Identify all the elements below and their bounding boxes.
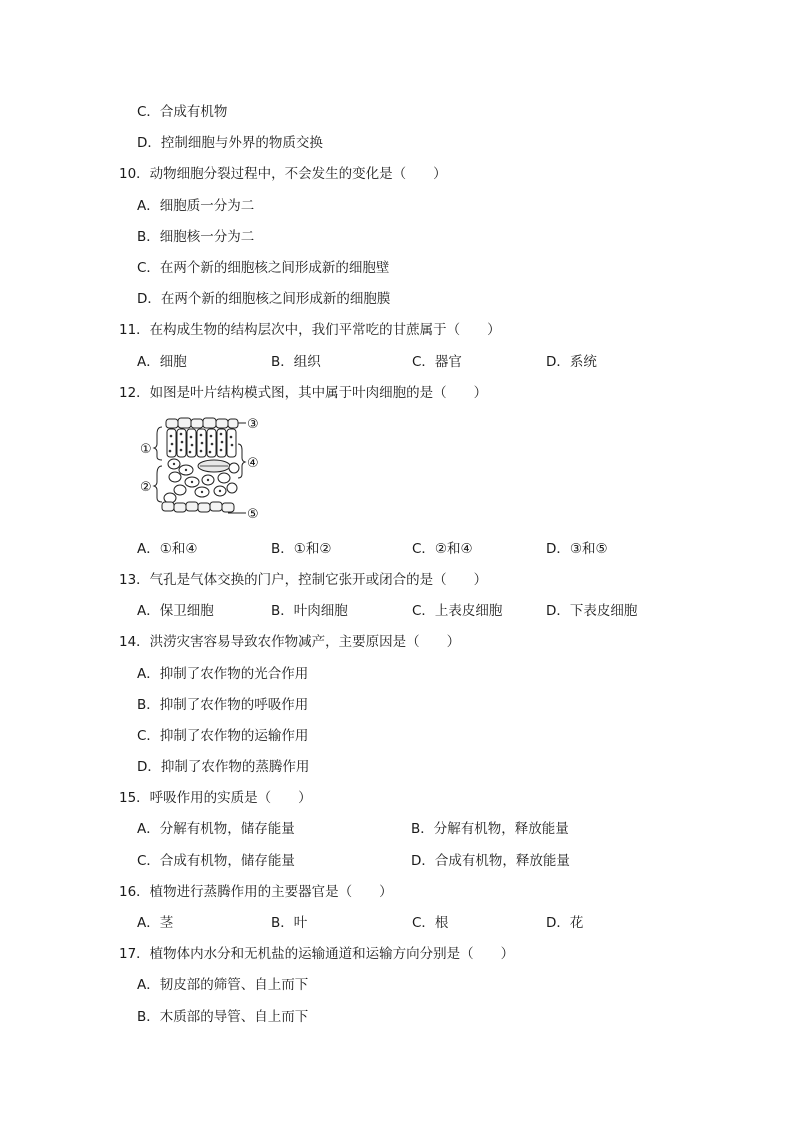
- q10-option-b: B．细胞核一分为二: [137, 229, 255, 245]
- figure-label-3: ③: [247, 417, 259, 432]
- q17-option-a: A．韧皮部的筛管、自上而下: [137, 977, 309, 993]
- q11-stem: 11．在构成生物的结构层次中，我们平常吃的甘蔗属于（ ）: [119, 322, 501, 338]
- q14-stem: 14．洪涝灾害容易导致农作物减产，主要原因是（ ）: [119, 634, 461, 650]
- q14-option-b: B．抑制了农作物的呼吸作用: [137, 697, 309, 713]
- q17-option-b: B．木质部的导管、自上而下: [137, 1009, 309, 1025]
- q17-stem: 17．植物体内水分和无机盐的运输通道和运输方向分别是（ ）: [119, 946, 515, 962]
- q9-option-c: C．合成有机物: [137, 104, 228, 120]
- q16-option-d: D．花: [546, 915, 584, 931]
- q12-option-a: A．①和④: [137, 541, 198, 557]
- q16-option-a: A．茎: [137, 915, 174, 931]
- q9-option-d: D．控制细胞与外界的物质交换: [137, 135, 323, 151]
- q11-option-a: A．细胞: [137, 354, 187, 370]
- figure-label-4: ④: [247, 456, 259, 471]
- q14-option-c: C．抑制了农作物的运输作用: [137, 728, 309, 744]
- q13-option-b: B．叶肉细胞: [271, 603, 348, 619]
- q16-option-b: B．叶: [271, 915, 308, 931]
- q10-option-d: D．在两个新的细胞核之间形成新的细胞膜: [137, 291, 391, 307]
- q11-option-c: C．器官: [412, 354, 462, 370]
- q14-option-d: D．抑制了农作物的蒸腾作用: [137, 759, 310, 775]
- q12-option-b: B．①和②: [271, 541, 332, 557]
- q13-option-d: D．下表皮细胞: [546, 603, 638, 619]
- q10-option-a: A．细胞质一分为二: [137, 198, 255, 214]
- q12-stem: 12．如图是叶片结构模式图，其中属于叶肉细胞的是（ ）: [119, 385, 488, 401]
- leaf-structure-diagram: [140, 414, 270, 524]
- q15-option-c: C．合成有机物，储存能量: [137, 853, 295, 869]
- q15-stem: 15．呼吸作用的实质是（ ）: [119, 790, 312, 806]
- q15-option-d: D．合成有机物，释放能量: [411, 853, 570, 869]
- q11-option-d: D．系统: [546, 354, 597, 370]
- figure-label-5: ⑤: [247, 507, 259, 522]
- q13-option-c: C．上表皮细胞: [412, 603, 503, 619]
- q16-stem: 16．植物进行蒸腾作用的主要器官是（ ）: [119, 884, 393, 900]
- figure-label-1: ①: [140, 442, 152, 457]
- q10-stem: 10．动物细胞分裂过程中，不会发生的变化是（ ）: [119, 166, 447, 182]
- q16-option-c: C．根: [412, 915, 449, 931]
- q15-option-b: B．分解有机物，释放能量: [411, 821, 569, 837]
- q10-option-c: C．在两个新的细胞核之间形成新的细胞壁: [137, 260, 390, 276]
- q12-option-d: D．③和⑤: [546, 541, 608, 557]
- q13-stem: 13．气孔是气体交换的门户，控制它张开或闭合的是（ ）: [119, 572, 488, 588]
- q13-option-a: A．保卫细胞: [137, 603, 214, 619]
- q12-option-c: C．②和④: [412, 541, 473, 557]
- q14-option-a: A．抑制了农作物的光合作用: [137, 666, 309, 682]
- leaf-structure-figure: [140, 414, 270, 524]
- q11-option-b: B．组织: [271, 354, 321, 370]
- figure-label-2: ②: [140, 480, 152, 495]
- q15-option-a: A．分解有机物，储存能量: [137, 821, 295, 837]
